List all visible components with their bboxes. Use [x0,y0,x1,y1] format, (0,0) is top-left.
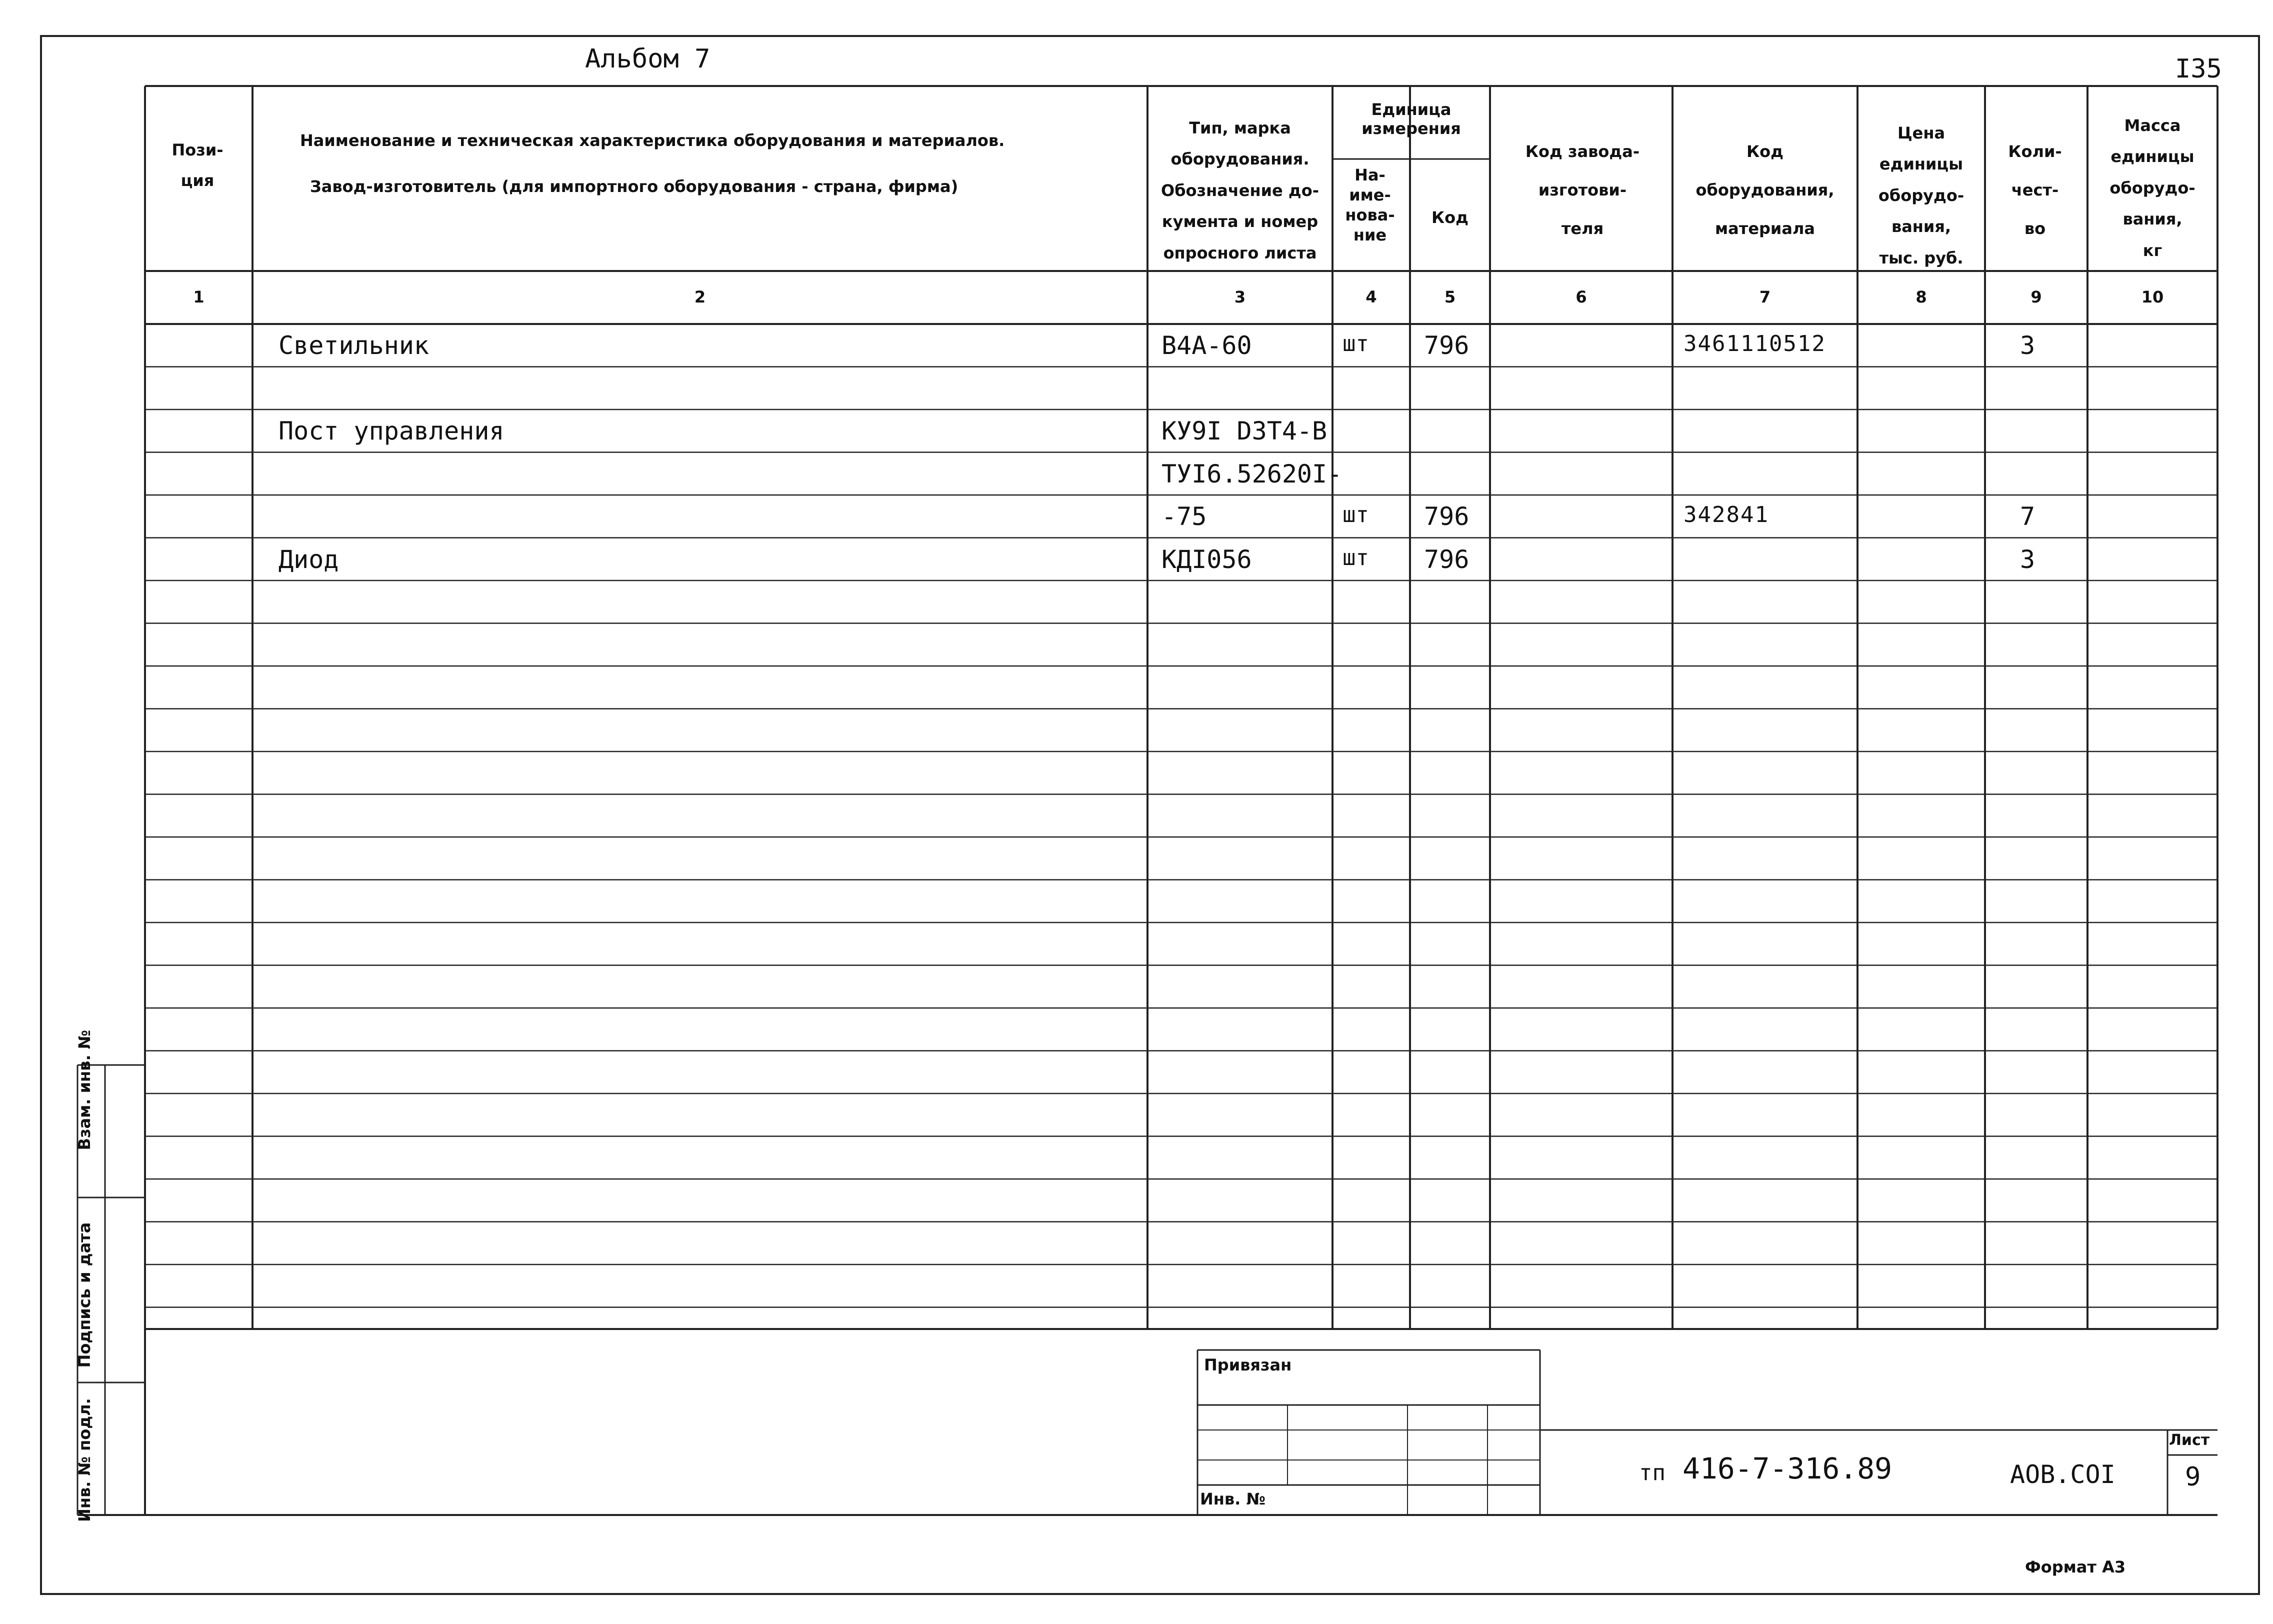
column-number-8: 8 [1916,288,1927,306]
header-type: Тип, марка оборудования. Обозначение до- кумента и номер опросного листа [1161,118,1319,262]
column-number-7: 7 [1759,288,1771,306]
header-unit-group: Единица измерения [1362,100,1461,138]
bound-label: Привязан [1204,1356,1292,1374]
cell-unit: шт [1342,544,1369,570]
cell-equip-code: 3461110512 [1684,331,1826,356]
column-number-3: 3 [1234,288,1246,306]
page-number: I35 [2175,54,2222,84]
column-number-10: 10 [2141,288,2164,306]
cell-qty: 7 [2020,502,2036,531]
side-stamp-replaced-inv: Взам. инв. № [75,1030,94,1150]
header-mass: Масса единицы оборудо- вания, кг [2110,116,2196,260]
inv-label: Инв. № [1200,1490,1266,1508]
cell-qty: 3 [2020,331,2036,360]
cell-name: Светильник [278,331,430,360]
header-name-line1: Наименование и техническая характеристика оборудования и материалов. [300,131,1005,150]
side-stamp-original-inv: Инв. № подл. [75,1398,94,1522]
cell-equip-code: 342841 [1684,502,1769,528]
cell-unit: шт [1342,502,1369,528]
side-stamp-signature-date: Подпись и дата [75,1222,94,1368]
cell-name: Диод [278,544,339,574]
format-label: Формат А3 [2025,1558,2126,1576]
cell-type: КУ9I D3T4-B [1162,416,1328,446]
column-number-4: 4 [1366,288,1377,306]
header-unit-code: Код [1432,208,1468,227]
column-number-9: 9 [2030,288,2042,306]
cell-type: В4А-60 [1162,331,1252,360]
header-position: Пози- ция [172,140,224,190]
cell-qty: 3 [2020,544,2036,574]
sheet-label: Лист [2169,1432,2210,1449]
cell-unit: шт [1342,331,1369,356]
column-number-1: 1 [193,288,204,306]
doc-code: АОВ.СОI [2010,1460,2116,1489]
cell-type: КДI056 [1162,544,1252,574]
column-number-6: 6 [1576,288,1587,306]
header-name-line2: Завод-изготовитель (для импортного оборудования - страна, фирма) [310,177,958,196]
cell-name: Пост управления [278,416,504,446]
header-equip-code: Код оборудования, материала [1696,142,1834,238]
cell-type: ТУI6.52620I- [1162,459,1342,488]
cell-unit-code: 796 [1424,544,1470,574]
album-label: Альбом 7 [585,44,710,74]
cell-unit-code: 796 [1424,331,1470,360]
column-number-5: 5 [1444,288,1456,306]
column-number-2: 2 [694,288,706,306]
header-qty: Коли- чест- во [2008,142,2062,238]
doc-number: 416-7-316.89 [1682,1452,1892,1486]
doc-prefix: тп [1639,1460,1666,1486]
cell-unit-code: 796 [1424,502,1470,531]
sheet-number: 9 [2185,1462,2201,1492]
header-name [255,132,1190,194]
cell-type: -75 [1162,502,1207,531]
header-price: Цена единицы оборудо- вания, тыс. руб. [1878,124,1964,268]
header-unit-name: На- име- нова- ние [1345,166,1395,244]
header-plant-code: Код завода- изготови- теля [1525,142,1640,238]
